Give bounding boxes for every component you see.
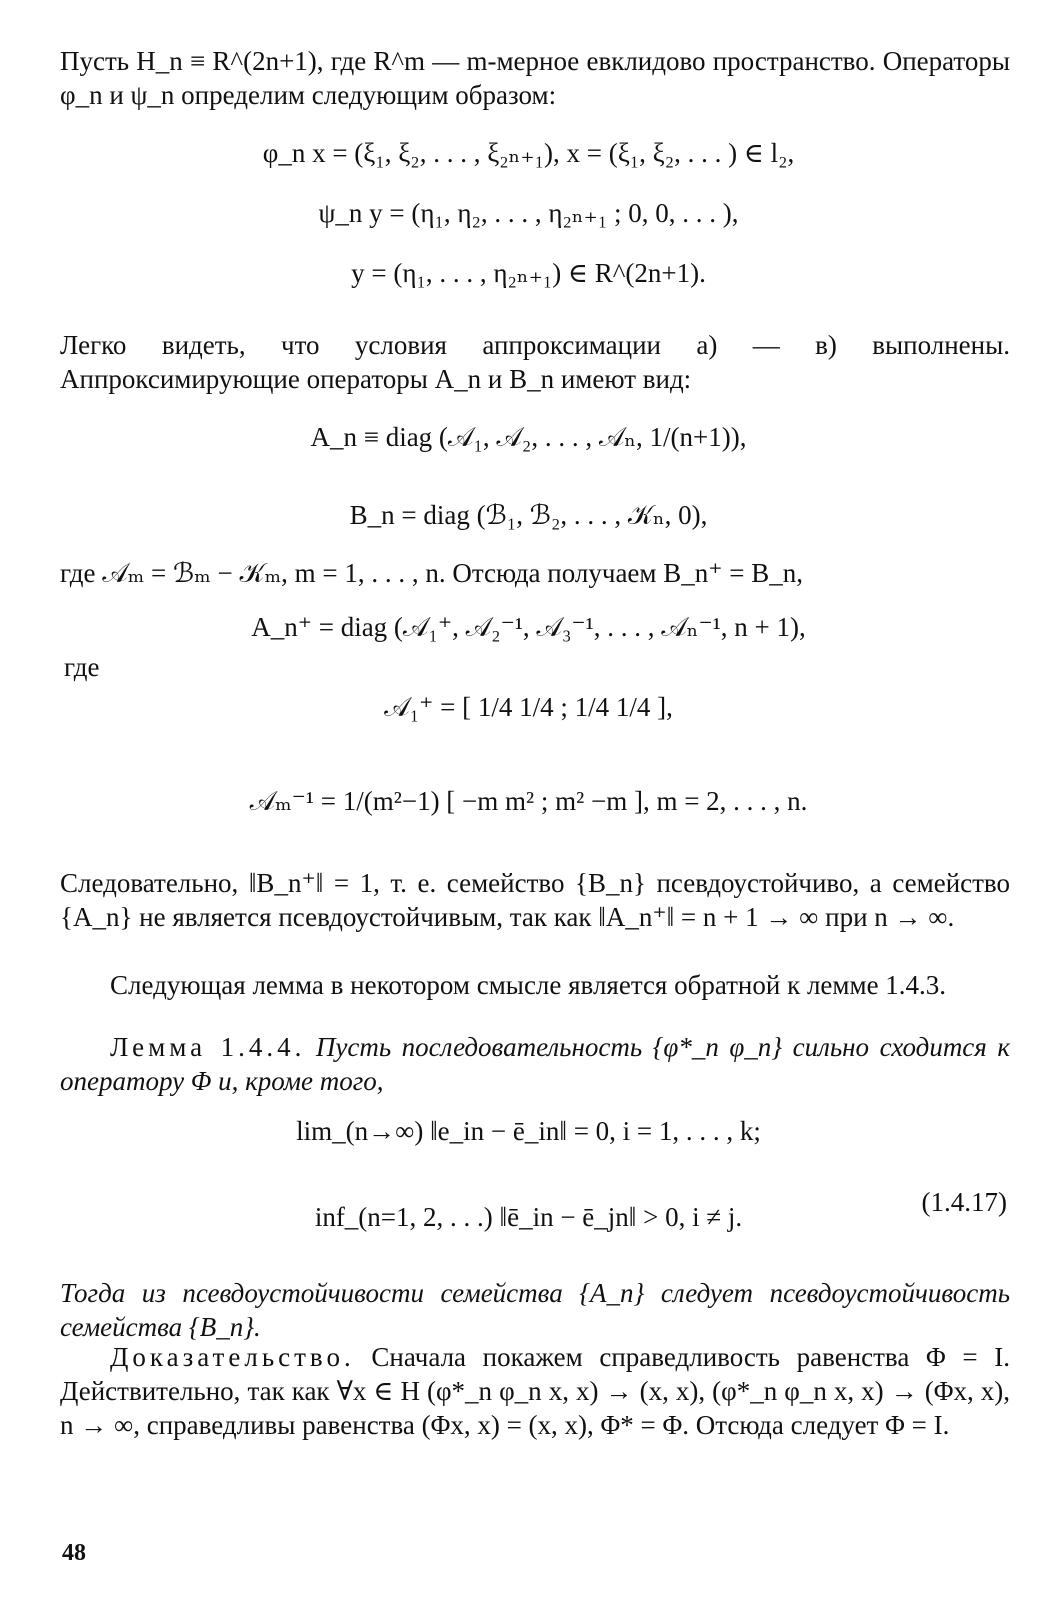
formula-phi: φ_n x = (ξ₁, ξ₂, . . . , ξ₂ₙ₊₁), x = (ξ₁, ξ₂, . . . ) ∈ l₂, <box>262 138 795 168</box>
paragraph-3: где 𝒜ₘ = ℬₘ − 𝒦ₘ, m = 1, . . . , n. Отсюда получаем B_n⁺ = B_n, <box>60 558 803 588</box>
formula-y: y = (η₁, . . . , η₂ₙ₊₁) ∈ R^(2n+1). <box>351 258 706 288</box>
formula-A1-plus: 𝒜₁⁺ = [ 1/4 1/4 ; 1/4 1/4 ], <box>384 692 673 722</box>
paragraph-6: Следующая лемма в некотором смысле является обратной к лемме 1.4.3. <box>110 970 947 1000</box>
formula-An: A_n ≡ diag (𝒜₁, 𝒜₂, . . . , 𝒜ₙ, 1/(n+1)), <box>310 422 747 452</box>
lemma-paragraph <box>60 1030 1010 1098</box>
proof-body: Сначала покажем справедливость равенства Φ = I. Действительно, так как ∀x ∈ H (φ*_n φ_n x, x) → (x, x), (φ*_n φ_n x, x) → (Φx, x), n → ∞, справедливы равенства (Φx, x) = (x, x), Φ* = Φ. Отсюда следует Φ = I. <box>60 1342 1010 1440</box>
page-number: 48 <box>62 1540 86 1566</box>
proof-paragraph <box>60 1340 1010 1442</box>
word-where: где <box>64 652 100 682</box>
paragraph-1: Пусть H_n ≡ R^(2n+1), где R^m — m-мерное евклидово пространство. Операторы φ_n и ψ_n определим следующим образом: <box>60 46 1010 110</box>
paragraph-2: Легко видеть, что условия аппроксимации а) — в) выполнены. Аппроксимирующие операторы A_n и B_n имеют вид: <box>60 330 1010 394</box>
formula-An-plus: A_n⁺ = diag (𝒜₁⁺, 𝒜₂⁻¹, 𝒜₃⁻¹, . . . , 𝒜ₙ⁻¹, n + 1), <box>251 612 806 642</box>
formula-Am-inverse: 𝒜ₘ⁻¹ = 1/(m²−1) [ −m m² ; m² −m ], m = 2, . . . , n. <box>249 786 808 816</box>
proof-heading: Доказательство. <box>110 1342 355 1372</box>
lemma-conclusion: Тогда из псевдоустойчивости семейства {A_n} следует псевдоустойчивость семейства {B_n}. <box>60 1278 1010 1342</box>
formula-lim: lim_(n→∞) ‖e_in − ē_in‖ = 0, i = 1, . . . , k; <box>296 1116 761 1146</box>
formula-Bn: B_n = diag (ℬ₁, ℬ₂, . . . , 𝒦ₙ, 0), <box>349 500 708 530</box>
lemma-statement: Пусть последовательность {φ*_n φ_n} сильно сходится к оператору Φ и, кроме того, <box>60 1032 1010 1096</box>
formula-psi: ψ_n y = (η₁, η₂, . . . , η₂ₙ₊₁ ; 0, 0, . . . ), <box>318 198 739 228</box>
equation-number: (1.4.17) <box>921 1187 1007 1217</box>
lemma-heading: Лемма 1.4.4. <box>110 1032 306 1062</box>
paragraph-5: Следовательно, ‖B_n⁺‖ = 1, т. е. семейство {B_n} псевдоустойчиво, а семейство {A_n} не является псевдоустойчивым, так как ‖A_n⁺‖ = n + 1 → ∞ при n → ∞. <box>60 868 1010 932</box>
formula-inf: inf_(n=1, 2, . . .) ‖ē_in − ē_jn‖ > 0, i ≠ j. <box>314 1202 743 1232</box>
